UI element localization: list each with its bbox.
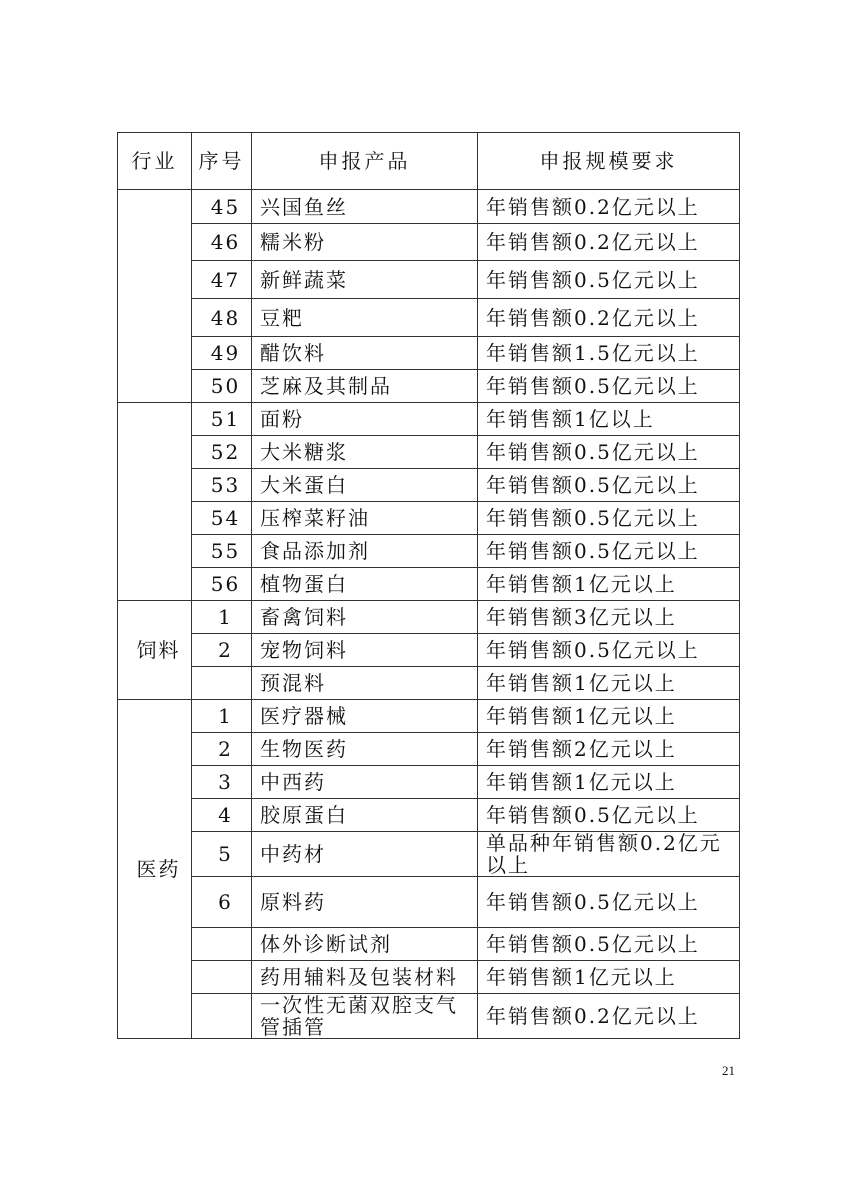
table-row [118,568,740,601]
product-cell: 体外诊断试剂 [252,928,478,961]
requirement-cell: 年销售额0.2亿元以上 [478,190,740,224]
product-cell: 新鲜蔬菜 [252,261,478,299]
table-row [118,877,740,928]
seq-cell: 47 [192,261,252,299]
requirement-cell: 年销售额3亿元以上 [478,601,740,634]
requirement-cell: 年销售额0.5亿元以上 [478,535,740,568]
requirement-cell: 年销售额0.5亿元以上 [478,634,740,667]
header-industry: 行业 [118,133,192,190]
table-row [118,733,740,766]
product-cell: 兴国鱼丝 [252,190,478,224]
seq-cell: 5 [192,832,252,877]
table-row [118,799,740,832]
table-header-row [118,133,740,190]
table-row [118,190,740,224]
requirement-cell: 年销售额1亿元以上 [478,700,740,733]
product-cell: 糯米粉 [252,224,478,261]
seq-cell [192,928,252,961]
requirement-cell: 年销售额0.5亿元以上 [478,436,740,469]
requirement-cell: 年销售额0.5亿元以上 [478,877,740,928]
seq-cell: 52 [192,436,252,469]
seq-cell: 46 [192,224,252,261]
requirement-cell: 年销售额1.5亿元以上 [478,337,740,370]
requirement-cell: 年销售额0.5亿元以上 [478,261,740,299]
product-cell: 食品添加剂 [252,535,478,568]
seq-cell: 45 [192,190,252,224]
header-product: 申报产品 [252,133,478,190]
industry-cell [118,403,192,601]
requirement-cell: 年销售额0.2亿元以上 [478,994,740,1039]
product-cell: 畜禽饲料 [252,601,478,634]
table-row [118,224,740,261]
header-seq: 序号 [192,133,252,190]
product-cell: 压榨菜籽油 [252,502,478,535]
table-row [118,766,740,799]
product-cell: 预混料 [252,667,478,700]
seq-cell [192,961,252,994]
table-row [118,961,740,994]
seq-cell: 51 [192,403,252,436]
requirement-cell: 年销售额0.5亿元以上 [478,502,740,535]
table-row [118,261,740,299]
table-row [118,928,740,961]
product-cell: 中药材 [252,832,478,877]
product-cell: 一次性无菌双腔支气管插管 [252,994,478,1039]
table-row [118,337,740,370]
seq-cell: 49 [192,337,252,370]
product-cell: 醋饮料 [252,337,478,370]
product-cell: 豆粑 [252,299,478,337]
product-cell: 医疗器械 [252,700,478,733]
table-row [118,299,740,337]
table-row [118,994,740,1039]
requirement-cell: 年销售额0.5亿元以上 [478,370,740,403]
requirement-cell: 年销售额0.2亿元以上 [478,224,740,261]
requirement-cell: 年销售额0.2亿元以上 [478,299,740,337]
seq-cell: 50 [192,370,252,403]
requirement-cell: 年销售额1亿元以上 [478,667,740,700]
seq-cell: 55 [192,535,252,568]
product-cell: 生物医药 [252,733,478,766]
requirement-cell: 年销售额1亿元以上 [478,961,740,994]
industry-cell [118,190,192,403]
seq-cell [192,994,252,1039]
industry-cell: 医药 [118,700,192,1039]
table-row [118,403,740,436]
table-row [118,370,740,403]
table-row [118,601,740,634]
industry-cell: 饲料 [118,601,192,700]
product-cell: 大米糖浆 [252,436,478,469]
product-cell: 面粉 [252,403,478,436]
requirement-cell: 年销售额0.5亿元以上 [478,799,740,832]
seq-cell: 6 [192,877,252,928]
product-cell: 宠物饲料 [252,634,478,667]
seq-cell: 1 [192,601,252,634]
product-cell: 大米蛋白 [252,469,478,502]
header-requirement: 申报规模要求 [478,133,740,190]
table-row [118,700,740,733]
requirement-cell: 年销售额2亿元以上 [478,733,740,766]
table-row [118,535,740,568]
table-body [118,190,740,1039]
product-cell: 药用辅料及包装材料 [252,961,478,994]
table-row [118,436,740,469]
requirement-cell: 年销售额0.5亿元以上 [478,469,740,502]
product-cell: 胶原蛋白 [252,799,478,832]
product-cell: 芝麻及其制品 [252,370,478,403]
seq-cell: 4 [192,799,252,832]
seq-cell: 54 [192,502,252,535]
page-number: 21 [722,1063,735,1078]
product-cell: 原料药 [252,877,478,928]
table-row [118,469,740,502]
table-row [118,832,740,877]
table-row [118,634,740,667]
requirement-cell: 年销售额1亿元以上 [478,568,740,601]
product-cell: 植物蛋白 [252,568,478,601]
requirement-cell: 年销售额1亿以上 [478,403,740,436]
requirement-cell: 年销售额1亿元以上 [478,766,740,799]
seq-cell: 2 [192,733,252,766]
product-cell: 中西药 [252,766,478,799]
seq-cell [192,667,252,700]
seq-cell: 3 [192,766,252,799]
seq-cell: 1 [192,700,252,733]
seq-cell: 56 [192,568,252,601]
seq-cell: 48 [192,299,252,337]
table-row [118,667,740,700]
requirement-cell: 年销售额0.5亿元以上 [478,928,740,961]
product-requirement-table [117,132,740,1039]
table-row [118,502,740,535]
seq-cell: 53 [192,469,252,502]
seq-cell: 2 [192,634,252,667]
requirement-cell: 单品种年销售额0.2亿元以上 [478,832,740,877]
